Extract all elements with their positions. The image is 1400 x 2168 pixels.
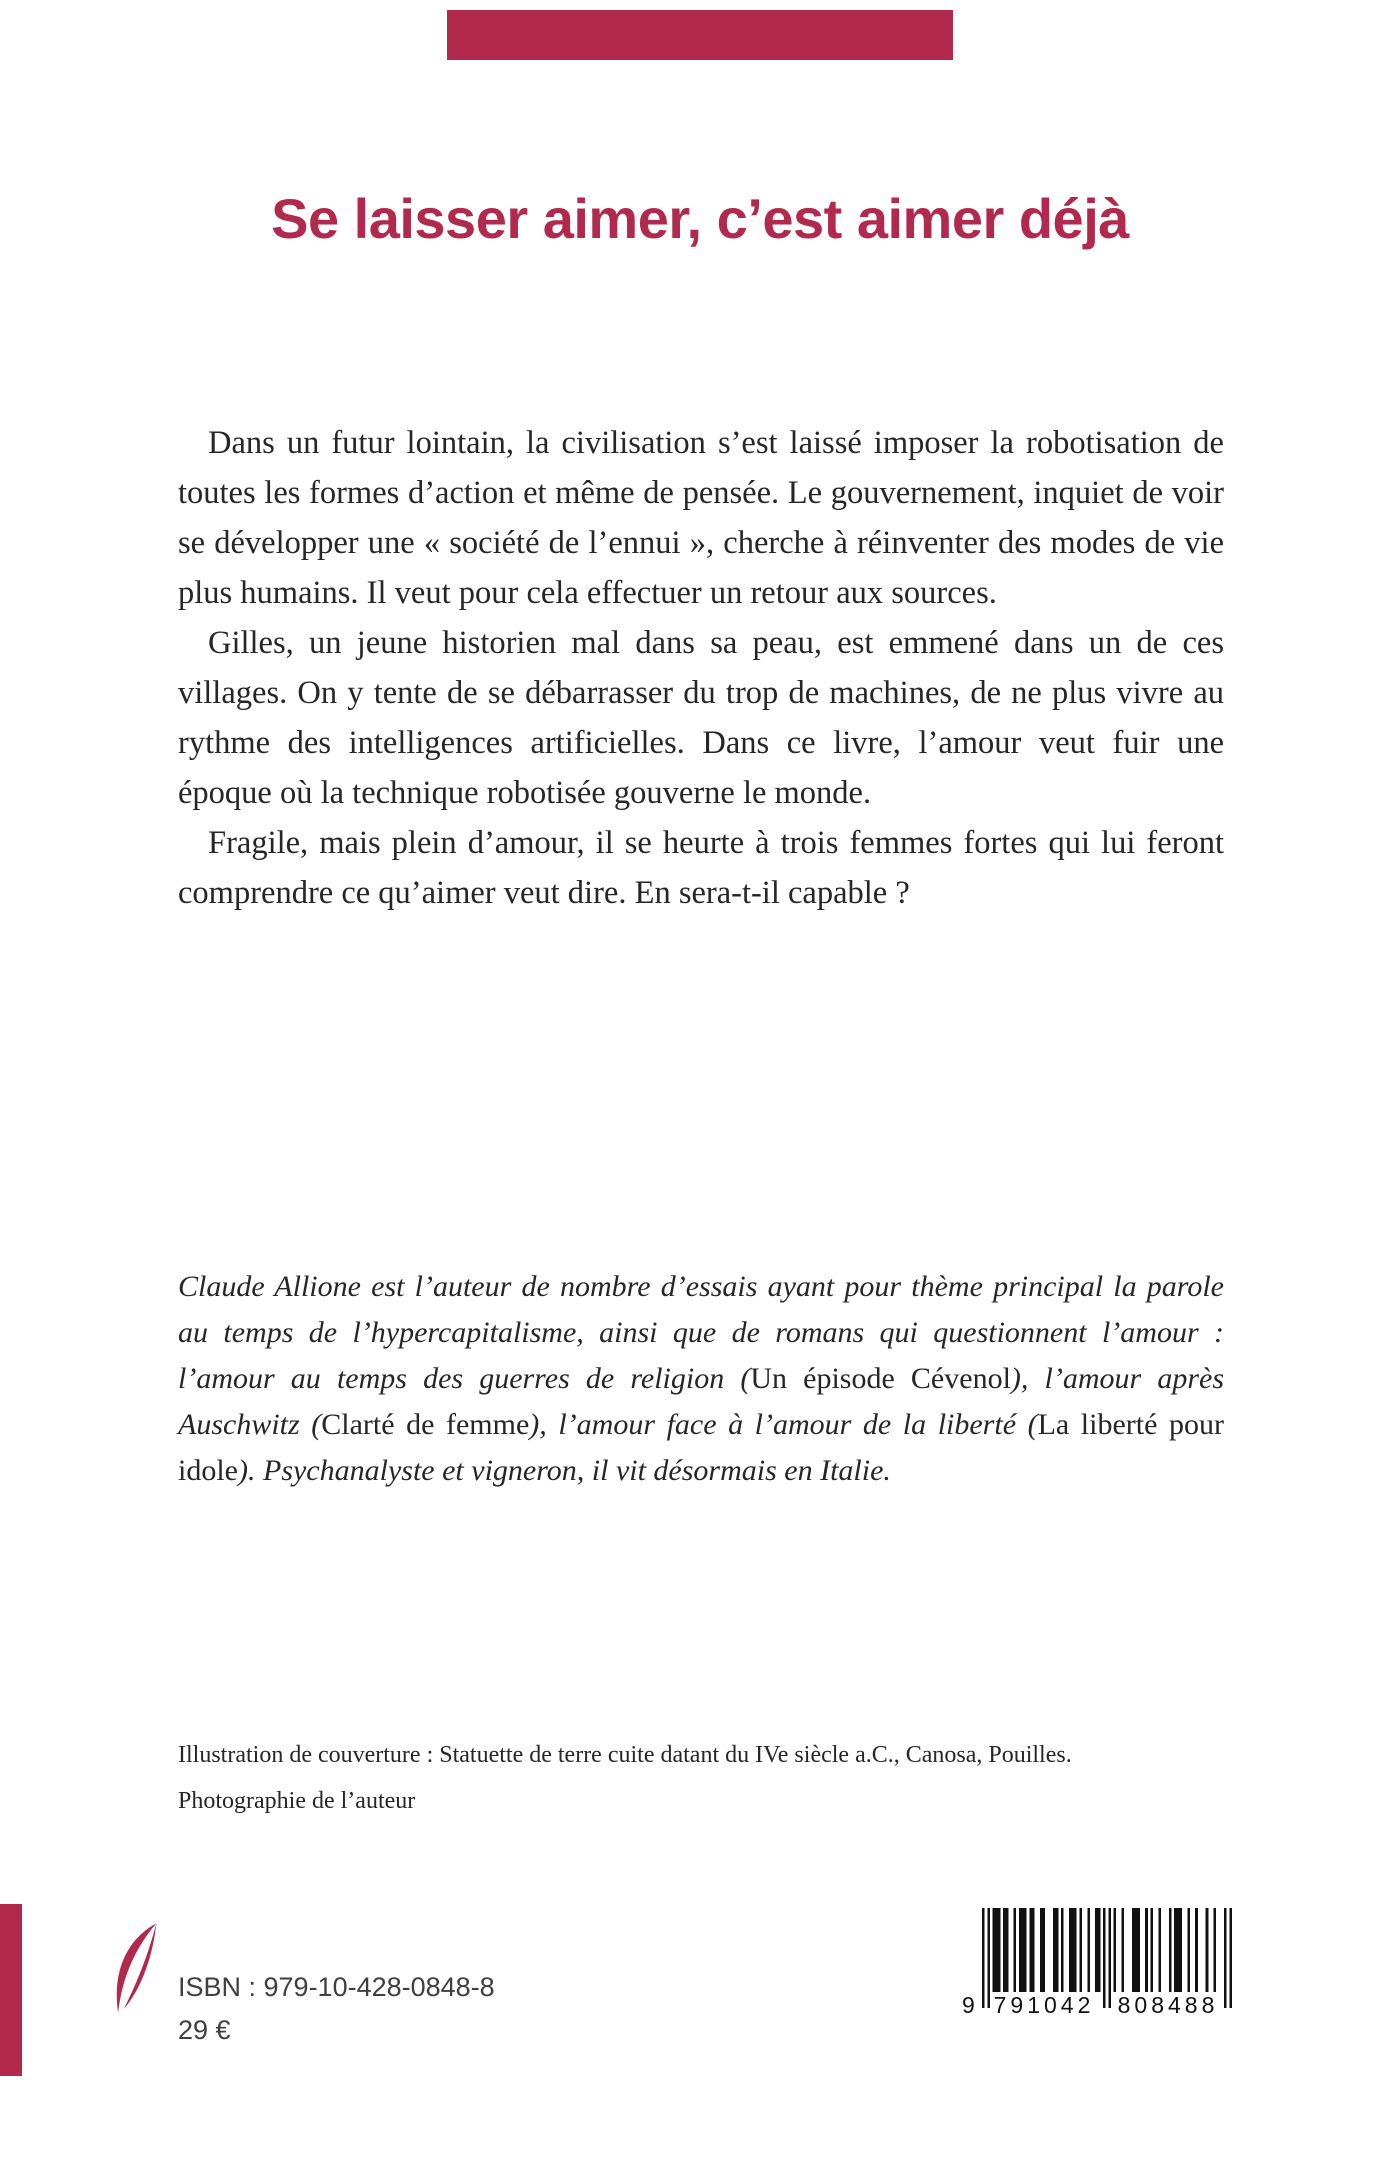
cover-illustration-credit: Illustration de couverture : Statuette de terre cuite datant du IVe siècle a.C., Canosa, Pouilles. [178,1742,1072,1768]
feather-quill-icon [106,1920,162,2016]
isbn-text: ISBN : 979-10-428-0848-8 [178,1972,495,2002]
book-title: Se laisser aimer, c’est aimer déjà [271,187,1129,250]
isbn-block [178,1966,495,2052]
barcode [962,1908,1232,2038]
author-photo-credit: Photographie de l’auteur [178,1788,416,1814]
synopsis-paragraph: Fragile, mais plein d’amour, il se heurte à trois femmes fortes qui lui feront comprendre ce qu’aimer veut dire. En sera-t-il capable ? [178,825,1224,911]
author-bio-segment: ). Psychanalyste et vigneron, il vit désormais en Italie. [238,1454,891,1487]
synopsis-paragraph: Dans un futur lointain, la civilisation s’est laissé imposer la robotisation de toutes les formes d’action et même de pensée. Le gouvernement, inquiet de voir se développer une « société de l’ennui », cherche à réinventer des modes de vie plus humains. Il veut pour cela effectuer un retour aux sources. [178,425,1224,611]
author-bio-segment: Un épisode Cévenol [750,1362,1011,1395]
barcode-digit-group: 808488 [1117,1992,1219,2018]
author-bio-segment: ), l’amour après Auschwitz ( [178,1362,1225,1441]
spine-accent-bar [0,1904,22,2076]
synopsis [178,418,1224,918]
price-text: 29 € [178,2015,231,2045]
author-bio [178,1264,1224,1494]
synopsis-paragraph: Gilles, un jeune historien mal dans sa peau, est emmené dans un de ces villages. On y tente de se débarrasser du trop de machines, de ne plus vivre au rythme des intelligences artificielles. Dans ce livre, l’amour veut fuir une époque où la technique robotisée gouverne le monde. [178,625,1224,811]
collection-color-bar [447,10,953,60]
author-bio-segment: ), l’amour face à l’amour de la liberté ( [529,1408,1038,1441]
barcode-digit-group: 9 [962,1992,975,2018]
author-bio-segment: Claude Allione est l’auteur de nombre d’essais ayant pour thème principal la parole au temps de l’hypercapitalisme, ainsi que de romans qui questionnent l’amour : l’amour au temps des guerres de religion ( [178,1270,1224,1395]
author-bio-segment: La liberté pour idole [178,1408,1224,1487]
author-bio-segment: Clarté de femme [321,1408,530,1441]
credits-block [178,1732,1224,1824]
barcode-digit-group: 791042 [993,1992,1095,2018]
